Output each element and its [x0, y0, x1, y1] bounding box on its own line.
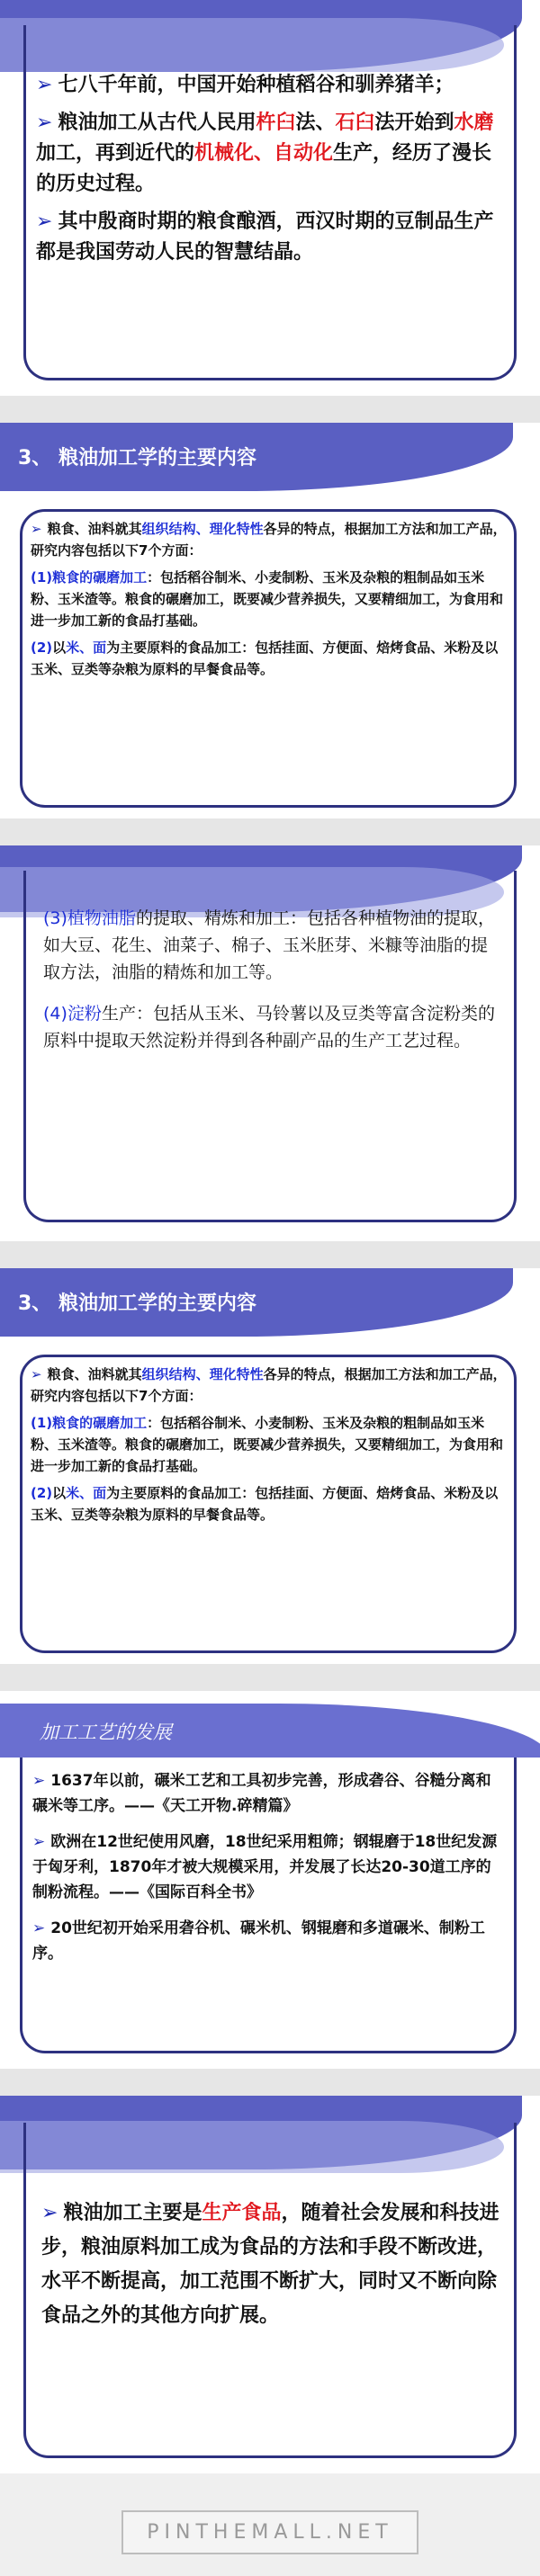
slide3-item-3: [43, 905, 502, 986]
slide4-item-2: [31, 1482, 508, 1525]
highlight-text: 米、面: [66, 640, 107, 656]
text-run: 粮食、油料就其: [47, 521, 142, 537]
slide5-bullet: ➢ 欧洲在12世纪使用风磨，18世纪采用粗筛；钢辊磨于18世纪发源于匈牙利，1870年才被大规模采用，并发展了长达20-30道工序的制粉流程。——《国际百科全书》: [32, 1833, 498, 1901]
text-run: 以: [52, 1485, 67, 1501]
slide-5: [0, 1691, 540, 2069]
arrow-bullet-icon: ➢: [32, 1772, 46, 1790]
text-run: 粮油加工从古代人民用: [58, 112, 256, 134]
watermark: [0, 2491, 540, 2572]
text-run: 法开始到: [374, 112, 454, 134]
slide4-intro: [31, 1364, 508, 1407]
slide4-content: [31, 1364, 508, 1525]
highlight-text: 组织结构、理化特性: [141, 1366, 264, 1382]
slide5-bullet: ➢ 1637年以前，碾米工艺和工具初步完善，形成砻谷、谷糙分离和碾米等工序。——《天工开物.碎精篇》: [32, 1772, 491, 1815]
highlight-text: 米、面: [66, 1485, 107, 1501]
highlight-text: 粮食的碾磨加工: [52, 569, 148, 586]
highlight-text: 植物油脂: [67, 908, 136, 928]
text-run: 为主要原料的食品加工：包括挂面、方便面、焙烤食品、米粉及以玉米、豆类等杂粮为原料的早餐食品等。: [31, 1485, 499, 1523]
text-run: 粮油加工主要是: [63, 2202, 202, 2224]
highlight-text: 杵臼: [256, 112, 296, 134]
arrow-bullet-icon: ➢: [41, 2202, 58, 2224]
text-run: ：包括稻谷制米、小麦制粉、玉米及杂粮的粗制品如玉米粉、玉米渣等。粮食的碾磨加工，既要减少营养损失，又要精细加工，为食用和进一步加工新的食品打基础。: [31, 569, 504, 629]
highlight-text: 粮食的碾磨加工: [52, 1415, 148, 1431]
slide1-bullet: [36, 207, 504, 268]
arrow-bullet-icon: ➢: [31, 521, 42, 537]
slide-1: [0, 0, 540, 396]
highlight-text: (2): [31, 1485, 53, 1501]
slide-title: 加工工艺的发展: [40, 1722, 172, 1743]
text-run: 七八千年前，中国开始种植稻谷和驯养猪羊；: [58, 74, 454, 96]
slide1-bullet-list: [36, 70, 504, 268]
slide-title: 3、 粮油加工学的主要内容: [18, 1292, 256, 1315]
arrow-bullet-icon: ➢: [36, 112, 53, 134]
slide2-intro: [31, 518, 508, 561]
bullet-text: [36, 210, 493, 264]
text-run: 加工，再到近代的: [36, 142, 195, 165]
text-run: 各异的特点，根据加工方法和加工产品，研究内容包括以下7个方面：: [31, 521, 507, 559]
text-run: 以: [52, 640, 67, 656]
text-run: ，随着社会发展和科技进步，粮油原料加工成为食品的方法和手段不断改进，水平不断提高，加工范围不断扩大，同时又不断向除食品之外的其他方向扩展。: [41, 2202, 500, 2327]
slide1-bullet: [36, 108, 504, 200]
slide5-bullet: ➢ 20世纪初开始采用砻谷机、碾米机、钢辊磨和多道碾米、制粉工序。: [32, 1919, 485, 1963]
slide4-item-1: [31, 1412, 508, 1477]
text-run: 生产：包括从玉米、马铃薯以及豆类等富含淀粉类的原料中提取天然淀粉并得到各种副产品的生产工艺过程。: [43, 1004, 495, 1051]
arrow-bullet-icon: ➢: [36, 210, 53, 233]
slide-gap: [0, 396, 540, 423]
arrow-bullet-icon: ➢: [32, 1833, 46, 1851]
slide2-item-2: [31, 637, 508, 680]
slide3-content: [43, 905, 502, 1054]
highlight-text: 淀粉: [67, 1004, 102, 1024]
text-run: 的提取、精炼和加工：包括各种植物油的提取，如大豆、花生、油菜子、棉子、玉米胚芽、米糠等油脂的提取方法，油脂的精炼和加工等。: [43, 908, 495, 982]
highlight-text: 组织结构、理化特性: [141, 521, 264, 537]
text-run: 为主要原料的食品加工：包括挂面、方便面、焙烤食品、米粉及以玉米、豆类等杂粮为原料的早餐食品等。: [31, 640, 499, 677]
highlight-text: (1): [31, 569, 53, 586]
bullet-text: [58, 74, 454, 96]
slide-gap: [0, 818, 540, 845]
text-run: 生产，经历了漫长的历史过程。: [36, 142, 492, 195]
text-run: 粮食、油料就其: [47, 1366, 142, 1382]
slide-gap: [0, 1664, 540, 1691]
text-run: 法、: [295, 112, 336, 134]
slide6-content: [41, 2196, 502, 2333]
highlight-text: 水磨: [454, 112, 494, 134]
arrow-bullet-icon: ➢: [31, 1366, 42, 1382]
text-run: ：包括稻谷制米、小麦制粉、玉米及杂粮的粗制品如玉米粉、玉米渣等。粮食的碾磨加工，既要减少营养损失，又要精细加工，为食用和进一步加工新的食品打基础。: [31, 1415, 504, 1474]
highlight-text: 石臼: [335, 112, 375, 134]
highlight-text: 机械化、自动化: [194, 142, 334, 165]
slide-gap: [0, 1241, 540, 1268]
slide3-item-4: [43, 1000, 502, 1054]
watermark-logo: PINTHEMALL.NET: [122, 2510, 418, 2554]
slide2-item-1: [31, 567, 508, 631]
slide5-bullet-list: [32, 1768, 500, 1966]
arrow-bullet-icon: ➢: [36, 74, 53, 96]
slide-2: [0, 423, 540, 818]
text-run: 其中殷商时期的粮食酿酒，西汉时期的豆制品生产都是我国劳动人民的智慧结晶。: [36, 210, 494, 264]
slide-3: [0, 845, 540, 1241]
highlight-text: (2): [31, 640, 53, 656]
slide2-content: [31, 518, 508, 680]
slide1-bullet: [36, 70, 504, 101]
slide-6: [0, 2096, 540, 2473]
arrow-bullet-icon: ➢: [32, 1919, 46, 1937]
highlight-text: (4): [43, 1004, 68, 1024]
bullet-text: [36, 112, 494, 195]
highlight-text: (1): [31, 1415, 53, 1431]
slide-4: [0, 1268, 540, 1664]
highlight-text: (3): [43, 908, 68, 928]
slide-gap: [0, 2069, 540, 2096]
slide6-bullet: [41, 2196, 502, 2333]
text-run: 各异的特点，根据加工方法和加工产品，研究内容包括以下7个方面：: [31, 1366, 507, 1404]
highlight-text: 生产食品: [202, 2202, 282, 2224]
slide-title: 3、 粮油加工学的主要内容: [18, 447, 256, 470]
